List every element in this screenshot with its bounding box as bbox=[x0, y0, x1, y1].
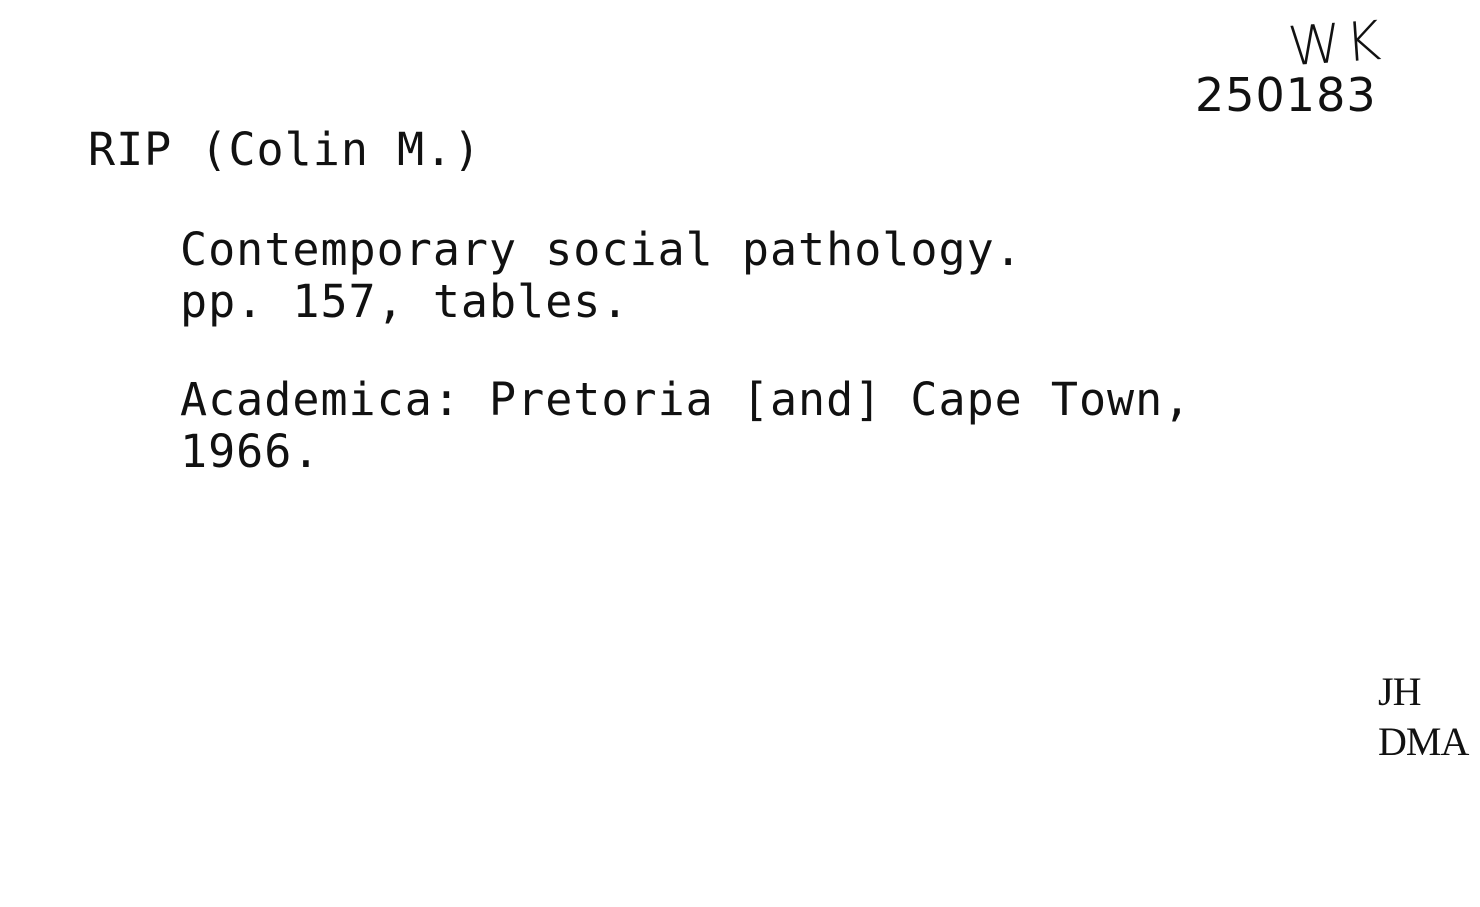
title-statement: Contemporary social pathology. bbox=[180, 223, 1023, 276]
cataloguer-initials-1: JH bbox=[1378, 669, 1421, 714]
imprint-place-publisher: Academica: Pretoria [and] Cape Town, bbox=[180, 373, 1192, 426]
author-heading: RIP (Colin M.) bbox=[88, 123, 482, 176]
imprint-date: 1966. bbox=[180, 425, 321, 478]
accession-number: 250183 bbox=[1195, 68, 1377, 122]
cataloguer-initials-2: DMA bbox=[1378, 719, 1469, 764]
class-mark: WK bbox=[1285, 8, 1387, 79]
collation: pp. 157, tables. bbox=[180, 275, 630, 328]
